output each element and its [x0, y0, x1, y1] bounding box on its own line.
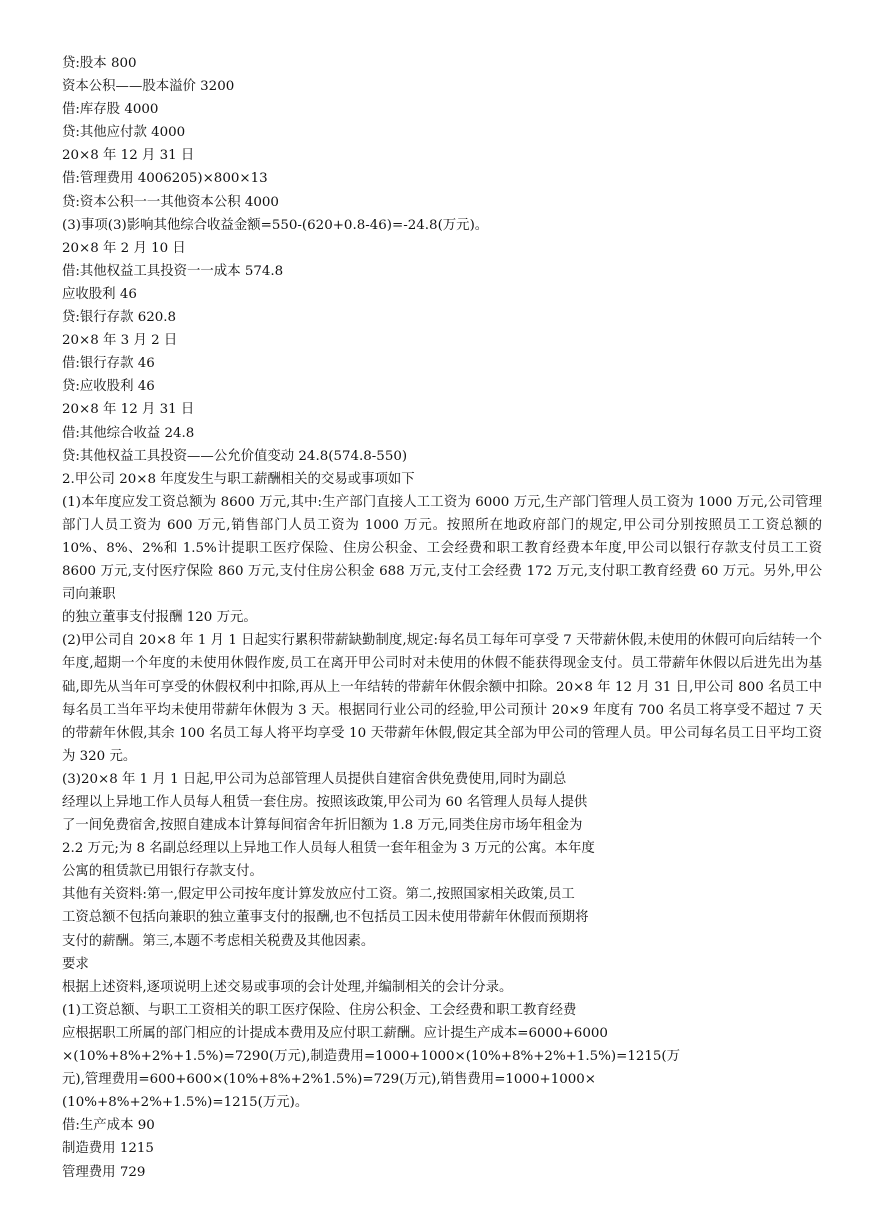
- requirement-heading: 要求: [62, 956, 89, 972]
- text-line: 公寓的租赁款已用银行存款支付。: [62, 864, 263, 880]
- text-line: 20×8 年 12 月 31 日: [62, 402, 195, 418]
- section-heading: 2.甲公司 20×8 年度发生与职工薪酬相关的交易或事项如下: [62, 471, 415, 487]
- text-line: 工资总额不包括向兼职的独立董事支付的报酬,也不包括员工因未使用带薪年休假而预期将: [62, 910, 589, 926]
- text-line: 借:生产成本 90: [62, 1118, 155, 1134]
- text-line: 支付的薪酬。第三,本题不考虑相关税费及其他因素。: [62, 933, 375, 949]
- text-line: 经理以上异地工作人员每人租赁一套住房。按照该政策,甲公司为 60 名管理人员每人提供: [62, 795, 588, 810]
- text-line: 20×8 年 3 月 2 日: [62, 333, 178, 349]
- text-line: 20×8 年 2 月 10 日: [62, 240, 186, 256]
- text-line: 元),管理费用=600+600×(10%+8%+2%1.5%)=729(万元),销售费用=1000+1000×: [62, 1072, 597, 1088]
- text-line: 借:管理费用 4006205)×800×13: [62, 171, 268, 187]
- text-line: 其他有关资料:第一,假定甲公司按年度计算发放应付工资。第二,按照国家相关政策,员工: [62, 887, 575, 903]
- text-line: 根据上述资料,逐项说明上述交易或事项的会计处理,并编制相关的会计分录。: [62, 979, 513, 995]
- text-line: ×(10%+8%+2%+1.5%)=7290(万元),制造费用=1000+1000×(10%+8%+2%+1.5%)=1215(万: [62, 1049, 681, 1065]
- text-line: (3)20×8 年 1 月 1 日起,甲公司为总部管理人员提供自建宿舍供免费使用,同时为副总: [62, 771, 567, 787]
- text-line: 应根据职工所属的部门相应的计提成本费用及应付职工薪酬。应计提生产成本=6000+6000: [62, 1025, 608, 1041]
- text-line: (3)事项(3)影响其他综合收益金额=550-(620+0.8-46)=-24.8(万元)。: [62, 217, 489, 233]
- text-line: 2.2 万元;为 8 名副总经理以上异地工作人员每人租赁一套年租金为 3 万元的公寓。本年度: [62, 841, 595, 857]
- paragraph-item-1: (1)本年度应发工资总额为 8600 万元,其中:生产部门直接人工工资为 6000 万元,生产部门管理人员工资为 1000 万元,公司管理部门人员工资为 600 万元,销售部门人员工资为 1000 万元。按照所在地政府部门的规定,甲公司分别按照员工工资总额的 10%、8%、2%和 1.5%计提职工医疗保险、住房公积金、工会经费和职工教育经费本年度,甲公司以银行存款支付员工工资 8600 万元,支付医疗保险 860 万元,支付住房公积金 688 万元,支付工会经费 172 万元,支付职工教育经费 60 万元。另外,甲公司向兼职: [62, 494, 822, 603]
- text-line: 的独立董事支付报酬 120 万元。: [62, 610, 257, 626]
- text-line: (1)工资总额、与职工工资相关的职工医疗保险、住房公积金、工会经费和职工教育经费: [62, 1002, 577, 1018]
- text-line: 应收股利 46: [62, 286, 137, 302]
- text-line: 贷:其他权益工具投资——公允价值变动 24.8(574.8-550): [62, 448, 408, 464]
- text-line: (10%+8%+2%+1.5%)=1215(万元)。: [62, 1095, 309, 1111]
- text-line: 贷:资本公积一一其他资本公积 4000: [62, 194, 279, 210]
- text-line: 资本公积——股本溢价 3200: [62, 79, 235, 95]
- text-line: 贷:股本 800: [62, 56, 137, 71]
- text-line: 管理费用 729: [62, 1164, 146, 1180]
- text-line: 20×8 年 12 月 31 日: [62, 148, 195, 164]
- text-line: 贷:银行存款 620.8: [62, 310, 177, 326]
- text-line: 制造费用 1215: [62, 1141, 154, 1157]
- text-line: 贷:其他应付款 4000: [62, 125, 186, 141]
- document-body: [62, 52, 822, 1184]
- text-line: 借:其他权益工具投资一一成本 574.8: [62, 263, 284, 279]
- paragraph-item-2: (2)甲公司自 20×8 年 1 月 1 日起实行累积带薪缺勤制度,规定:每名员工每年可享受 7 天带薪休假,未使用的休假可向后结转一个年度,超期一个年度的未使用休假作废,员工在离开甲公司时对未使用的休假不能获得现金支付。员工带薪年休假以后进先出为基础,即先从当年可享受的休假权利中扣除,再从上一年结转的带薪年休假余额中扣除。20×8 年 12 月 31 日,甲公司 800 名员工中每名员工当年平均未使用带薪年休假为 3 天。根据同行业公司的经验,甲公司预计 20×9 年度有 700 名员工将享受不超过 7 天的带薪年休假,其余 100 名员工每人将平均享受 10 天带薪年休假,假定其全部为甲公司的管理人员。甲公司每名员工日平均工资为 320 元。: [62, 633, 822, 764]
- text-line: 借:其他综合收益 24.8: [62, 425, 195, 441]
- text-line: 借:库存股 4000: [62, 102, 159, 118]
- text-line: 了一间免费宿舍,按照自建成本计算每间宿舍年折旧额为 1.8 万元,同类住房市场年租金为: [62, 818, 583, 834]
- text-line: 借:银行存款 46: [62, 356, 155, 372]
- text-line: 贷:应收股利 46: [62, 379, 155, 395]
